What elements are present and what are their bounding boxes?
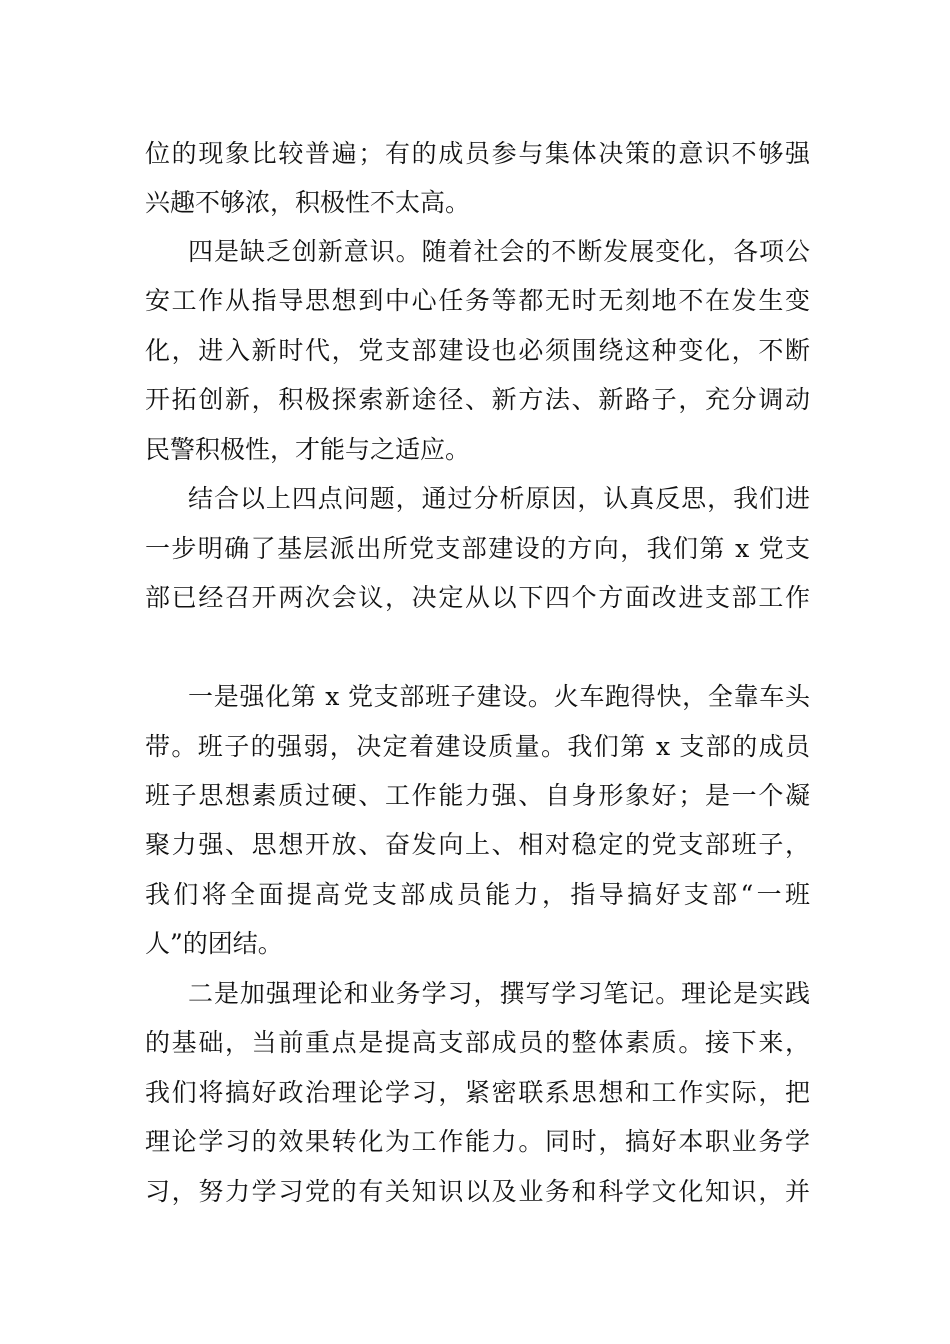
text-line: 一步明确了基层派出所党支部建设的方向，我们第 x 党支: [145, 534, 810, 563]
text-line: 安工作从指导思想到中心任务等都无时无刻地不在发生变: [145, 286, 810, 315]
text-line: 位的现象比较普遍；有的成员参与集体决策的意识不够强: [145, 139, 810, 168]
paragraph-first-line: 结合以上四点问题，通过分析原因，认真反思，我们进: [188, 484, 810, 513]
paragraph-first-line: 一是强化第 x 党支部班子建设。火车跑得快，全靠车头: [188, 682, 810, 711]
text-line: 聚力强、思想开放、奋发向上、相对稳定的党支部班子，: [145, 830, 810, 859]
text-line: 民警积极性，才能与之适应。: [145, 435, 471, 464]
text-line: 带。班子的强弱，决定着建设质量。我们第 x 支部的成员: [145, 732, 810, 761]
text-line: 的基础，当前重点是提高支部成员的整体素质。接下来，: [145, 1028, 810, 1057]
paragraph-first-line: 四是缺乏创新意识。随着社会的不断发展变化，各项公: [188, 237, 810, 266]
text-line: 开拓创新，积极探索新途径、新方法、新路子，充分调动: [145, 385, 810, 414]
text-line: 人”的团结。: [145, 929, 283, 958]
text-line: 习，努力学习党的有关知识以及业务和科学文化知识，并: [145, 1177, 810, 1206]
text-line: 班子思想素质过硬、工作能力强、自身形象好；是一个凝: [145, 781, 810, 810]
paragraph-first-line: 二是加强理论和业务学习，撰写学习笔记。理论是实践: [188, 979, 810, 1008]
text-line: 理论学习的效果转化为工作能力。同时，搞好本职业务学: [145, 1127, 810, 1156]
text-line: 部已经召开两次会议，决定从以下四个方面改进支部工作: [145, 583, 810, 612]
text-line: 兴趣不够浓，积极性不太高。: [145, 188, 471, 217]
text-line: 我们将搞好政治理论学习，紧密联系思想和工作实际，把: [145, 1078, 810, 1107]
text-line: 化，进入新时代，党支部建设也必须围绕这种变化，不断: [145, 336, 810, 365]
text-line: 我们将全面提高党支部成员能力，指导搞好支部“一班: [145, 880, 810, 909]
